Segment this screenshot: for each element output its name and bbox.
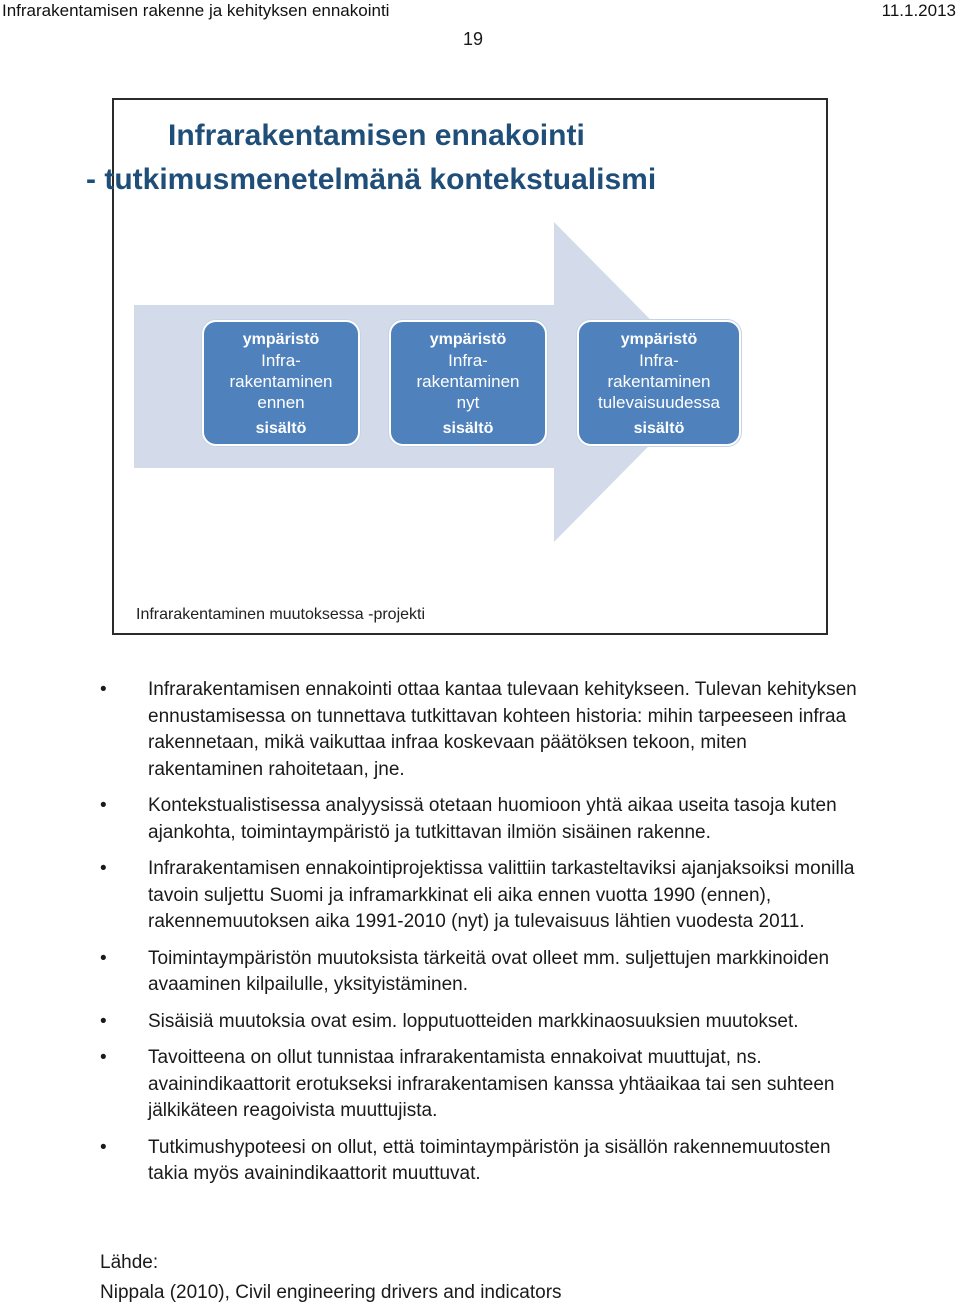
slide-figure bbox=[86, 98, 828, 635]
period-box-now bbox=[389, 320, 547, 446]
period-box-environment: ympäristö bbox=[242, 331, 320, 348]
period-box-environment: ympäristö bbox=[620, 331, 698, 348]
period-box-label-line2: rakentaminen bbox=[416, 372, 520, 391]
document-header-title: Infrarakentamisen rakenne ja kehityksen ennakointi bbox=[2, 1, 390, 20]
period-box-future bbox=[577, 320, 741, 446]
bullet-item: • Infrarakentamisen ennakointiprojektissa valittiin tarkasteltaviksi ajanjaksoiksi monilla tavoin suljettu Suomi ja inframarkkinat eli aika ennen vuotta 1990 (ennen), rakennemuutoksen aika 1991-2010 (nyt) ja tulevaisuus lähtien vuodesta 2011. bbox=[100, 856, 860, 936]
source-citation: Nippala (2010), Civil engineering drivers and indicators bbox=[100, 1282, 562, 1303]
period-box-label-line2: rakentaminen bbox=[607, 372, 711, 391]
period-box-label-line1: Infra- bbox=[261, 351, 301, 370]
period-box-content: sisältö bbox=[255, 420, 307, 437]
bullet-item: • Sisäisiä muutoksia ovat esim. lopputuotteiden markkinaosuuksien muutokset. bbox=[100, 1009, 860, 1036]
bullet-item: • Tutkimushypoteesi on ollut, että toimintaympäristön ja sisällön rakennemuutosten takia myös avainindikaattorit muuttuvat. bbox=[100, 1135, 860, 1188]
period-box-label-line3: tulevaisuudessa bbox=[598, 393, 720, 412]
source-label: Lähde: bbox=[100, 1252, 159, 1273]
bullet-item: • Kontekstualistisessa analyysissä otetaan huomioon yhtä aikaa useita tasoja kuten ajankohta, toimintaympäristö ja tutkittavan ilmiön sisäinen rakenne. bbox=[100, 793, 860, 846]
period-box-label-line3: ennen bbox=[257, 393, 305, 412]
period-box-content: sisältö bbox=[633, 420, 685, 437]
period-box-environment: ympäristö bbox=[429, 331, 507, 348]
bullet-list bbox=[100, 677, 860, 1198]
bullet-item: • Tavoitteena on ollut tunnistaa infrarakentamista ennakoivat muuttujat, ns. avainindikaattorit erotukseksi infrarakentamisen kanssa yhtäaikaa tai sen suhteen jälkikäteen reagoivista muuttujista. bbox=[100, 1045, 860, 1125]
slide-title-line1: Infrarakentamisen ennakointi bbox=[168, 119, 585, 152]
bullet-item: • Infrarakentamisen ennakointi ottaa kantaa tulevaan kehitykseen. Tulevan kehityksen ennustamisessa on tunnettava tutkittavan kohteen historia: mihin tarpeeseen infraa rakennetaan, mikä vaikuttaa infraa koskevaan päätöksen tekoon, miten rakentaminen rahoitetaan, jne. bbox=[100, 677, 860, 783]
period-box-label-line1: Infra- bbox=[448, 351, 488, 370]
page-number: 19 bbox=[462, 29, 484, 49]
period-box-label-line3: nyt bbox=[456, 393, 480, 412]
bullet-item: • Toimintaympäristön muutoksista tärkeitä ovat olleet mm. suljettujen markkinoiden avaaminen kilpailulle, yksityistäminen. bbox=[100, 946, 860, 999]
document-header-date: 11.1.2013 bbox=[881, 1, 956, 20]
source-reference bbox=[100, 1248, 562, 1308]
period-box-before bbox=[202, 320, 360, 446]
slide-title-line2: - tutkimusmenetelmänä kontekstualismi bbox=[86, 163, 657, 196]
period-box-label-line2: rakentaminen bbox=[229, 372, 333, 391]
period-box-label-line1: Infra- bbox=[639, 351, 679, 370]
period-box-content: sisältö bbox=[442, 420, 494, 437]
slide-footer: Infrarakentaminen muutoksessa -projekti bbox=[136, 606, 426, 623]
